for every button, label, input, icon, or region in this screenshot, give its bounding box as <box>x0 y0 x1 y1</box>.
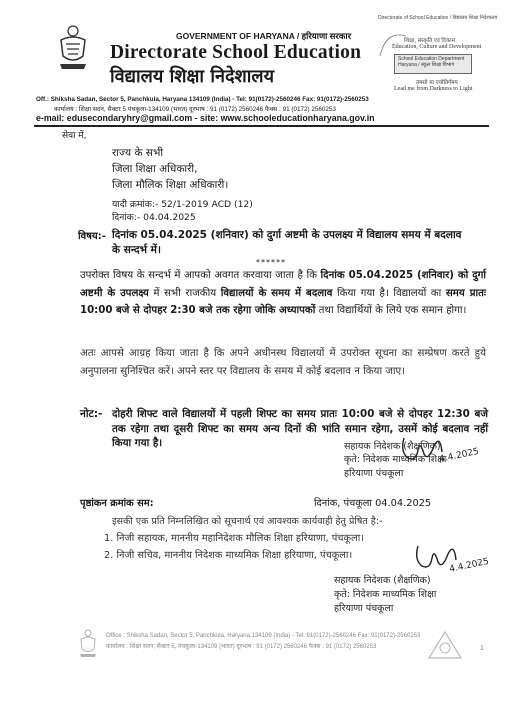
subject-label: विषय:- <box>78 231 106 242</box>
para1-text: किया गया है। विद्यालयों का <box>332 287 446 299</box>
directorate-name-en: Directorate School Education <box>110 42 362 63</box>
addressee-block <box>112 146 228 194</box>
para1-text: में सभी राजकीय <box>148 287 221 299</box>
signature-2-date: 4.4.2025 <box>448 556 490 575</box>
logo-subtitle-hi: शिक्षा, संस्कृति एवं विकास <box>404 38 456 44</box>
salutation: सेवा में, <box>62 131 87 141</box>
separator-stars: ****** <box>256 258 286 267</box>
footer-logo-icon <box>425 628 465 662</box>
addressee-line: जिला शिक्षा अधिकारी, <box>112 163 198 175</box>
logo-motto-hi: तमसो मा ज्योतिर्गमय <box>416 80 458 86</box>
footer-address-en: Office : Shiksha Sadan, Sector 5, Panchkula, Haryana 134109 (India) - Tel: 91(0172)-2560246 Fax: 91(0172)-2560253 <box>106 633 421 639</box>
para1-text: उपरोक्त विषय के सन्दर्भ में आपको अवगत करवाया जाता है कि <box>80 270 321 281</box>
haryana-emblem-icon <box>56 24 90 72</box>
signatory-title: कृते: निदेशक माध्यमिक शिक्षा <box>334 588 437 600</box>
note-label: नोट:- <box>80 408 103 420</box>
logo-banner-text: School Education Department Haryana / स्कूल शिक्षा विभाग <box>398 56 465 68</box>
reference-block <box>112 197 253 223</box>
signatory-block-2 <box>334 574 436 615</box>
endorsement-intro: इसकी एक प्रति निम्नलिखित को सूचनार्थ एवं आवश्यक कार्यवाही हेतु प्रेषित है:- <box>112 516 383 527</box>
signatory-block-1 <box>344 440 446 480</box>
note-text: दोहरी शिफ्ट वाले विद्यालयों में पहली शिफ्ट का समय प्रातः 10:00 बजे से दोपहर 12:30 बजे तक रहेगा तथा दूसरी शिफ्ट का समय अन्य दिनों की भांति समान रहेगा, उसमें कोई बदलाव नहीं किया गया है। <box>112 408 488 450</box>
endorsement-date: दिनांक, पंचकूला 04.04.2025 <box>314 498 432 509</box>
logo-motto-en: Lead me from Darkness to Light <box>394 86 473 92</box>
addressee-line: राज्य के सभी <box>112 147 164 159</box>
body-paragraph-2: अतः आपसे आग्रह किया जाता है कि अपने अधीनस्थ विद्यालयों में उपरोक्त सूचना का सम्प्रेषण करते हुये अनुपालना सुनिश्चित करें। अपने स्तर पर विद्यालय के समय में कोई बदलाव न किया जाए। <box>80 348 486 377</box>
directorate-name-hi: विद्यालय शिक्षा निदेशालय <box>110 66 275 87</box>
para1-bold-date: दिनांक 05.04.2025 (शनिवार) को दुर्गा अष्टमी के उपलक्ष्य <box>80 270 486 299</box>
endorsement-label: पृष्ठांकन क्रमांक सम: <box>80 498 154 509</box>
endorsement-item: 2. निजी सचिव, माननीय निदेशक माध्यमिक शिक्षा हरियाणा, पंचकूला। <box>104 550 353 561</box>
body-paragraph-1 <box>80 267 486 320</box>
page-number: 1 <box>480 645 484 652</box>
footer-emblem-icon <box>78 628 98 658</box>
para1-text: तथा विद्यार्थियों के लिये एक समान होगा। <box>315 305 467 317</box>
signatory-title: कृते: निदेशक माध्यमिक शिक्षा <box>344 454 447 466</box>
reference-number: यादी क्रमांक:- 52/1-2019 ACD (12) <box>112 199 253 210</box>
office-address-en: Off.: Shiksha Sadan, Sector 5, Panchkula, Haryana 134109 (India) - Tel: 91(0172)-2560246 Fax: 91(0172)-2560253 <box>36 96 369 103</box>
signatory-title: हरियाणा पंचकूला <box>334 602 394 614</box>
addressee-line: जिला मौलिक शिक्षा अधिकारी। <box>112 179 229 191</box>
signatory-title: सहायक निदेशक (शैक्षणिक) <box>334 575 431 586</box>
header-tag: Directorate of School Education / विद्यालय शिक्षा निदेशालय <box>378 15 498 21</box>
signatory-title: सहायक निदेशक (शैक्षणिक) <box>344 441 441 452</box>
subject-text: दिनांक 05.04.2025 (शनिवार) को दुर्गा अष्टमी के उपलक्ष्य में विद्यालय समय में बदलाव के सन्दर्भ में। <box>112 229 462 256</box>
endorsement-item: 1. निजी सहायक, माननीय महानिदेशक मौलिक शिक्षा हरियाणा, पंचकूला। <box>104 533 364 544</box>
footer-address-hi: कार्यालय : शिक्षा सदन, सैक्टर 5, पंचकूला-134109 (भारत) दूरभाष : 91 (0172) 2560246 फैक्स : 91 (0172) 2560253 <box>106 644 377 650</box>
office-address-hi: कार्यालय : शिक्षा सदन, सैक्टर 5 पंचकूला-134109 (भारत) दूरभाष : 91 (0172) 2560246 फैक्स : 91 (0172) 2560253 <box>54 106 336 113</box>
para1-bold-change: विद्यालयों के समय में बदलाव <box>220 287 333 299</box>
signature-1-date: 4.4.2025 <box>438 446 480 465</box>
signatory-title: हरियाणा पंचकूला <box>344 467 404 479</box>
reference-date: दिनांक:- 04.04.2025 <box>112 212 196 223</box>
header-divider <box>34 125 489 127</box>
contact-email-site: e-mail: edusecondaryhry@gmail.com - site: www.schooleducationharyana.gov.in <box>36 113 375 123</box>
logo-subtitle-en: Education, Culture and Development <box>392 44 482 50</box>
para1-bold-timing: समय प्रातः 10:00 बजे से दोपहर 2:30 बजे तक रहेगा जोकि अध्यापकों <box>80 287 487 317</box>
government-line: GOVERNMENT OF HARYANA / हरियाणा सरकार <box>176 31 352 41</box>
